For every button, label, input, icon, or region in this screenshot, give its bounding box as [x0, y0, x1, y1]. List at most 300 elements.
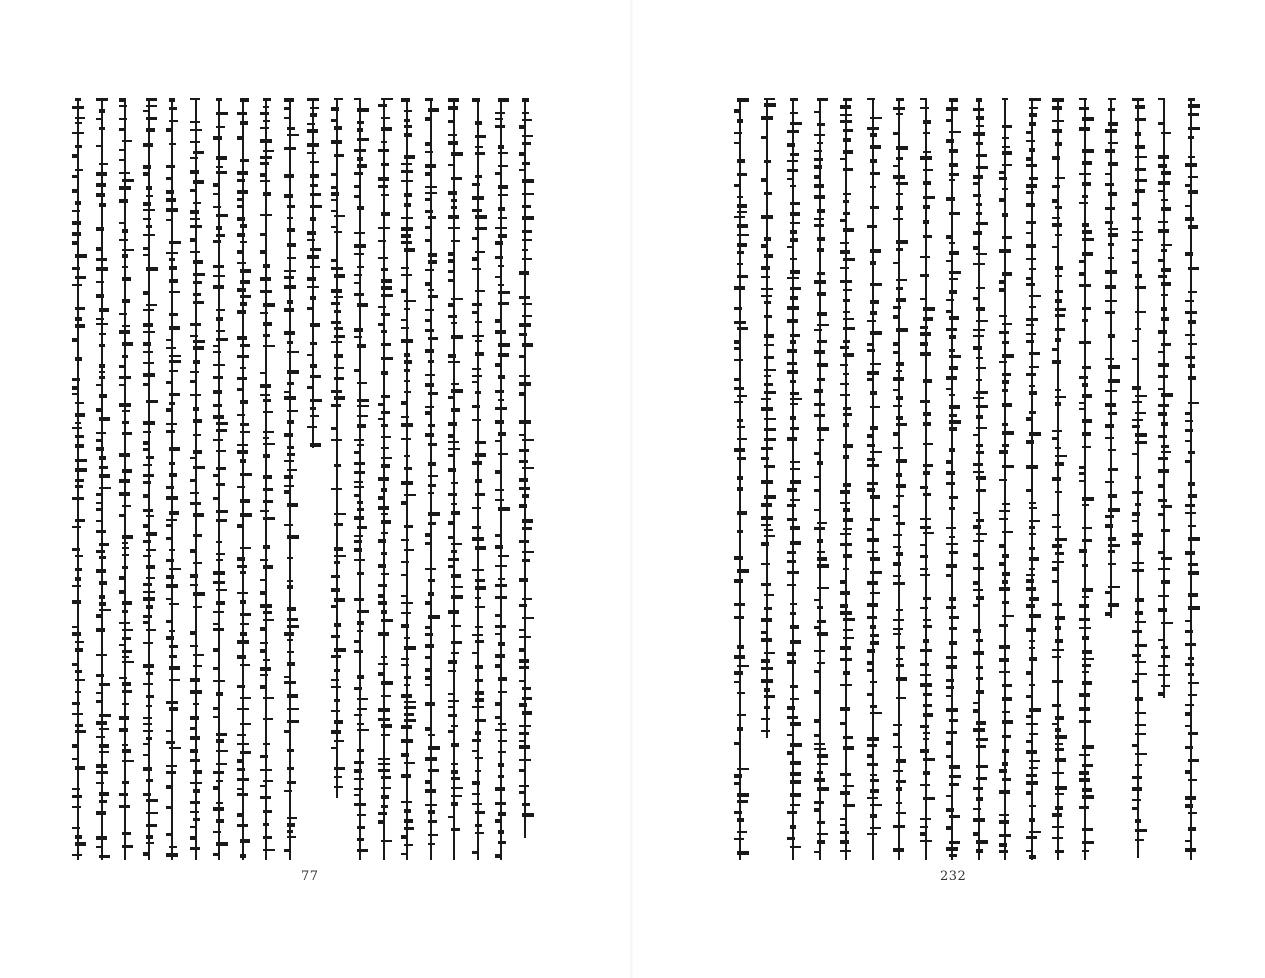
- text-glyph: [472, 461, 482, 465]
- text-glyph: [143, 583, 152, 586]
- text-glyph: [999, 315, 1007, 317]
- text-glyph: [893, 218, 903, 220]
- text-glyph: [404, 819, 413, 823]
- text-glyph: [976, 840, 988, 844]
- text-glyph: [378, 306, 386, 308]
- text-glyph: [893, 848, 904, 852]
- text-glyph: [166, 339, 173, 341]
- text-glyph: [764, 98, 775, 100]
- text-glyph: [169, 393, 180, 396]
- text-glyph: [448, 693, 455, 695]
- text-glyph: [1026, 324, 1034, 326]
- text-glyph: [870, 331, 882, 335]
- text-glyph: [240, 839, 250, 843]
- text-glyph: [146, 577, 155, 579]
- text-glyph: [1055, 616, 1065, 620]
- text-glyph: [840, 533, 851, 535]
- text-glyph: [1135, 132, 1141, 136]
- text-glyph: [817, 662, 825, 664]
- text-glyph: [1135, 829, 1147, 832]
- text-glyph: [404, 637, 410, 639]
- text-glyph: [1026, 417, 1033, 421]
- text-glyph: [498, 507, 510, 511]
- text-glyph: [1188, 267, 1199, 270]
- text-glyph: [122, 254, 128, 258]
- text-glyph: [1079, 618, 1090, 621]
- text-glyph: [404, 762, 415, 764]
- text-glyph: [334, 367, 344, 369]
- text-glyph: [923, 132, 930, 134]
- text-glyph: [354, 253, 364, 255]
- text-glyph: [814, 509, 820, 511]
- text-glyph: [787, 362, 797, 365]
- text-glyph: [216, 541, 222, 543]
- text-glyph: [284, 147, 296, 150]
- text-glyph: [240, 613, 251, 616]
- text-stem: [265, 98, 267, 860]
- text-glyph: [475, 227, 487, 230]
- text-glyph: [1055, 338, 1061, 342]
- text-glyph: [867, 737, 879, 741]
- text-glyph: [1029, 352, 1040, 355]
- text-glyph: [472, 750, 478, 752]
- text-glyph: [72, 241, 79, 245]
- text-glyph: [1135, 644, 1147, 647]
- text-glyph: [1188, 98, 1195, 101]
- text-column: [946, 98, 958, 860]
- text-glyph: [1055, 275, 1062, 277]
- text-glyph: [734, 387, 744, 390]
- text-glyph: [143, 247, 149, 250]
- text-glyph: [1185, 796, 1196, 800]
- text-glyph: [263, 849, 275, 851]
- text-glyph: [1082, 527, 1092, 529]
- text-glyph: [1135, 105, 1145, 109]
- text-glyph: [284, 849, 290, 852]
- text-glyph: [1135, 395, 1147, 397]
- text-glyph: [428, 592, 434, 596]
- text-glyph: [354, 640, 360, 643]
- text-glyph: [787, 130, 799, 133]
- text-glyph: [870, 159, 877, 163]
- text-glyph: [920, 725, 929, 728]
- text-glyph: [840, 346, 849, 349]
- text-glyph: [1161, 294, 1168, 296]
- text-glyph: [999, 834, 1011, 837]
- text-glyph: [920, 256, 930, 258]
- text-glyph: [216, 330, 225, 332]
- text-glyph: [96, 145, 102, 147]
- text-glyph: [287, 585, 293, 589]
- text-glyph: [331, 321, 341, 324]
- text-glyph: [448, 227, 460, 229]
- text-glyph: [213, 351, 221, 353]
- text-glyph: [119, 118, 127, 120]
- text-glyph: [1052, 129, 1062, 133]
- text-glyph: [522, 303, 532, 305]
- text-glyph: [122, 342, 133, 346]
- text-glyph: [495, 854, 502, 858]
- text-glyph: [190, 826, 196, 828]
- text-glyph: [734, 616, 744, 619]
- text-glyph: [284, 730, 291, 733]
- text-glyph: [1055, 299, 1062, 303]
- text-glyph: [287, 127, 295, 130]
- text-glyph: [237, 414, 245, 416]
- text-glyph: [843, 318, 854, 320]
- text-glyph: [737, 275, 748, 278]
- text-glyph: [893, 165, 900, 167]
- text-glyph: [1108, 563, 1116, 565]
- text-glyph: [817, 587, 829, 589]
- text-glyph: [287, 708, 299, 710]
- text-glyph: [75, 577, 81, 581]
- text-glyph: [495, 664, 501, 668]
- text-glyph: [143, 448, 150, 451]
- text-glyph: [425, 668, 431, 672]
- text-stem: [312, 98, 314, 448]
- text-glyph: [867, 434, 874, 438]
- text-glyph: [287, 651, 294, 653]
- text-glyph: [119, 105, 127, 107]
- text-glyph: [240, 513, 252, 517]
- text-glyph: [472, 739, 481, 742]
- text-glyph: [334, 598, 345, 602]
- text-glyph: [973, 808, 981, 810]
- text-glyph: [522, 598, 532, 600]
- text-glyph: [999, 518, 1008, 520]
- text-glyph: [1105, 481, 1114, 483]
- text-glyph: [870, 283, 882, 286]
- text-glyph: [1055, 639, 1063, 643]
- text-glyph: [331, 210, 338, 212]
- text-glyph: [451, 595, 463, 599]
- text-glyph: [790, 258, 797, 260]
- text-glyph: [976, 596, 984, 600]
- text-glyph: [949, 815, 960, 818]
- text-glyph: [946, 679, 954, 682]
- text-glyph: [169, 120, 178, 122]
- text-glyph: [237, 685, 245, 688]
- text-glyph: [1026, 465, 1038, 469]
- text-glyph: [75, 276, 86, 279]
- text-glyph: [96, 408, 102, 412]
- text-glyph: [519, 323, 531, 327]
- text-column: [867, 98, 879, 860]
- text-glyph: [1079, 604, 1089, 608]
- text-glyph: [472, 507, 481, 509]
- text-glyph: [498, 185, 508, 189]
- text-glyph: [1026, 587, 1036, 591]
- text-glyph: [334, 513, 346, 515]
- text-glyph: [401, 539, 409, 541]
- text-glyph: [475, 665, 483, 669]
- text-glyph: [761, 178, 767, 182]
- text-glyph: [1185, 804, 1193, 808]
- text-glyph: [213, 183, 219, 187]
- text-glyph: [1161, 171, 1171, 175]
- text-glyph: [166, 423, 177, 425]
- text-glyph: [1108, 379, 1120, 383]
- text-glyph: [237, 171, 248, 175]
- text-glyph: [146, 105, 157, 107]
- text-glyph: [216, 226, 222, 230]
- text-glyph: [1082, 671, 1089, 673]
- text-glyph: [1029, 640, 1035, 642]
- text-glyph: [404, 713, 414, 716]
- text-glyph: [817, 292, 826, 296]
- text-glyph: [75, 201, 81, 205]
- text-glyph: [920, 784, 930, 786]
- text-glyph: [737, 263, 743, 265]
- text-glyph: [999, 361, 1007, 363]
- text-glyph: [893, 351, 899, 354]
- text-column: [495, 98, 507, 860]
- text-glyph: [425, 433, 434, 437]
- text-glyph: [216, 739, 224, 743]
- text-glyph: [119, 716, 129, 720]
- text-glyph: [96, 736, 105, 738]
- text-glyph: [999, 280, 1006, 284]
- text-glyph: [867, 833, 877, 835]
- text-glyph: [1158, 499, 1167, 502]
- text-glyph: [381, 656, 387, 658]
- text-glyph: [190, 574, 198, 578]
- text-glyph: [143, 441, 149, 445]
- text-glyph: [143, 291, 149, 295]
- text-glyph: [75, 459, 87, 462]
- text-glyph: [381, 313, 390, 316]
- text-glyph: [237, 793, 248, 796]
- text-glyph: [381, 194, 389, 196]
- text-glyph: [166, 559, 174, 562]
- text-glyph: [381, 117, 390, 119]
- text-glyph: [498, 217, 507, 219]
- text-glyph: [378, 594, 385, 598]
- text-glyph: [1188, 482, 1195, 486]
- text-glyph: [1026, 157, 1032, 161]
- text-glyph: [790, 334, 800, 337]
- text-glyph: [1158, 259, 1165, 262]
- text-glyph: [122, 682, 131, 686]
- text-glyph: [381, 357, 393, 360]
- text-glyph: [817, 763, 828, 765]
- text-glyph: [519, 759, 531, 761]
- text-glyph: [334, 740, 344, 742]
- text-glyph: [946, 564, 957, 568]
- text-glyph: [287, 410, 298, 412]
- text-glyph: [495, 654, 505, 658]
- text-glyph: [737, 438, 747, 440]
- text-glyph: [870, 261, 876, 265]
- text-glyph: [1105, 390, 1117, 392]
- text-glyph: [334, 776, 342, 778]
- text-glyph: [310, 296, 316, 300]
- text-glyph: [519, 732, 529, 735]
- text-glyph: [143, 209, 155, 211]
- text-glyph: [122, 703, 129, 705]
- text-glyph: [1132, 425, 1140, 428]
- text-glyph: [495, 118, 503, 120]
- text-glyph: [946, 808, 954, 812]
- text-glyph: [354, 232, 365, 234]
- text-glyph: [401, 423, 413, 427]
- text-column: [448, 98, 460, 860]
- text-glyph: [263, 443, 275, 445]
- text-glyph: [263, 743, 270, 745]
- text-glyph: [1135, 673, 1147, 675]
- text-glyph: [213, 390, 222, 394]
- text-glyph: [263, 718, 273, 720]
- text-glyph: [1188, 451, 1195, 454]
- text-glyph: [143, 509, 153, 512]
- text-glyph: [1185, 300, 1194, 302]
- text-glyph: [448, 134, 457, 136]
- text-glyph: [817, 98, 828, 101]
- text-glyph: [1132, 541, 1141, 545]
- text-glyph: [1082, 841, 1094, 844]
- text-glyph: [451, 777, 460, 780]
- text-glyph: [814, 165, 822, 169]
- text-glyph: [190, 759, 200, 762]
- text-glyph: [1082, 223, 1089, 227]
- text-glyph: [495, 729, 507, 731]
- text-glyph: [401, 739, 413, 743]
- text-glyph: [896, 328, 908, 332]
- text-glyph: [522, 315, 532, 317]
- text-glyph: [734, 774, 742, 778]
- text-glyph: [893, 534, 902, 536]
- text-stem: [1031, 98, 1033, 860]
- text-glyph: [973, 818, 985, 822]
- text-glyph: [1002, 323, 1012, 325]
- text-glyph: [1185, 643, 1196, 646]
- text-glyph: [287, 830, 293, 833]
- text-glyph: [240, 723, 251, 725]
- text-glyph: [843, 455, 849, 459]
- text-glyph: [378, 323, 384, 326]
- text-glyph: [1082, 238, 1094, 241]
- text-glyph: [260, 290, 272, 293]
- text-glyph: [1029, 306, 1036, 308]
- text-glyph: [331, 199, 338, 201]
- text-glyph: [143, 481, 151, 484]
- text-glyph: [1055, 716, 1064, 720]
- text-glyph: [1108, 365, 1120, 369]
- text-glyph: [213, 716, 220, 718]
- text-glyph: [1082, 658, 1094, 660]
- text-glyph: [920, 674, 931, 676]
- text-glyph: [1188, 225, 1198, 229]
- text-glyph: [169, 679, 180, 681]
- text-glyph: [814, 218, 824, 220]
- text-glyph: [1132, 512, 1140, 516]
- text-glyph: [357, 164, 367, 168]
- text-glyph: [96, 508, 102, 511]
- text-glyph: [498, 723, 506, 725]
- text-glyph: [75, 724, 83, 727]
- text-glyph: [425, 226, 432, 229]
- text-glyph: [498, 291, 510, 294]
- text-glyph: [146, 705, 152, 707]
- text-glyph: [817, 248, 824, 252]
- text-glyph: [190, 811, 199, 813]
- text-glyph: [761, 730, 770, 732]
- text-glyph: [867, 378, 874, 381]
- text-glyph: [96, 674, 104, 677]
- text-glyph: [146, 605, 153, 609]
- text-glyph: [72, 386, 79, 390]
- text-glyph: [817, 620, 826, 623]
- text-glyph: [354, 369, 360, 372]
- text-glyph: [843, 129, 853, 132]
- text-glyph: [237, 743, 249, 745]
- text-glyph: [169, 707, 178, 711]
- text-glyph: [787, 319, 798, 323]
- text-glyph: [761, 583, 771, 586]
- text-glyph: [1132, 231, 1143, 233]
- text-glyph: [737, 645, 744, 649]
- text-glyph: [190, 129, 202, 131]
- text-glyph: [1188, 571, 1199, 575]
- text-glyph: [122, 355, 128, 358]
- text-glyph: [1161, 317, 1169, 321]
- text-glyph: [287, 607, 296, 611]
- text-glyph: [448, 252, 454, 256]
- text-glyph: [263, 611, 272, 614]
- text-glyph: [737, 487, 743, 491]
- text-glyph: [870, 557, 880, 561]
- text-glyph: [734, 286, 745, 290]
- text-glyph: [1135, 598, 1144, 602]
- text-glyph: [122, 845, 133, 848]
- text-glyph: [896, 416, 903, 420]
- text-glyph: [331, 730, 341, 734]
- text-glyph: [213, 275, 225, 277]
- text-glyph: [237, 708, 249, 710]
- text-glyph: [814, 403, 825, 406]
- text-column: [307, 98, 319, 448]
- text-glyph: [472, 98, 480, 102]
- text-glyph: [1132, 533, 1143, 537]
- text-glyph: [334, 669, 340, 672]
- text-glyph: [817, 754, 828, 758]
- text-glyph: [1132, 569, 1144, 572]
- text-glyph: [404, 125, 412, 128]
- text-glyph: [817, 363, 828, 367]
- text-glyph: [99, 800, 107, 803]
- text-glyph: [1029, 177, 1038, 180]
- text-glyph: [122, 547, 129, 549]
- text-glyph: [72, 393, 78, 395]
- text-glyph: [1052, 246, 1058, 248]
- text-glyph: [522, 551, 534, 553]
- text-glyph: [973, 329, 985, 331]
- text-glyph: [1029, 526, 1035, 529]
- text-glyph: [190, 380, 196, 383]
- text-glyph: [166, 208, 178, 212]
- text-glyph: [1185, 770, 1192, 774]
- text-glyph: [75, 766, 85, 770]
- text-glyph: [381, 343, 391, 346]
- text-glyph: [284, 396, 296, 400]
- text-glyph: [973, 231, 982, 235]
- text-glyph: [263, 475, 272, 479]
- text-glyph: [764, 706, 770, 709]
- text-glyph: [166, 219, 172, 221]
- text-glyph: [1026, 373, 1036, 376]
- text-glyph: [72, 632, 81, 636]
